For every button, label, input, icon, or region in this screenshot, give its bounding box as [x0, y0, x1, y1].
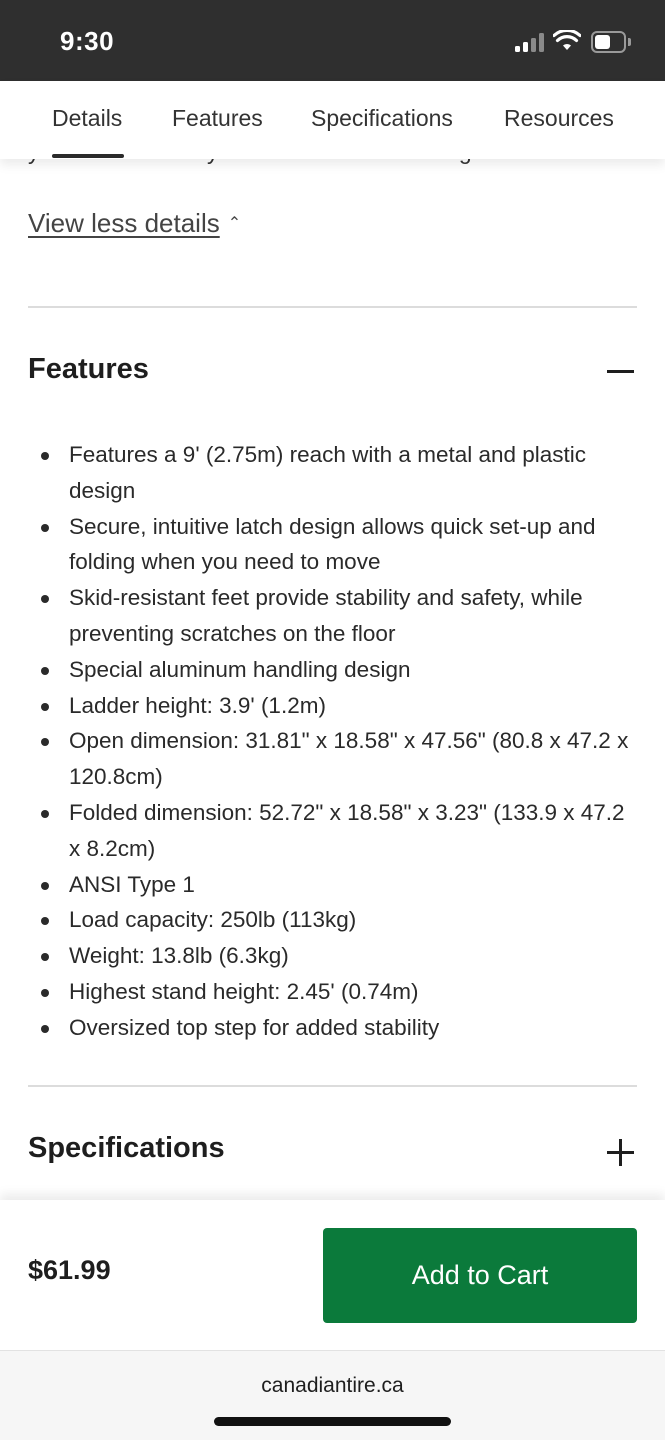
list-item: Special aluminum handling design	[0, 652, 665, 688]
list-item: Ladder height: 3.9' (1.2m)	[0, 688, 665, 724]
list-item: Secure, intuitive latch design allows quick set-up and folding when you need to move	[0, 509, 665, 581]
home-indicator[interactable]	[214, 1417, 451, 1426]
plus-icon[interactable]	[607, 1139, 634, 1166]
url-text[interactable]: canadiantire.ca	[261, 1374, 404, 1397]
tab-features[interactable]: Features	[172, 105, 263, 131]
list-item: Folded dimension: 52.72" x 18.58" x 3.23" (133.9 x 47.2 x 8.2cm)	[0, 795, 665, 867]
status-bar	[0, 0, 665, 81]
view-less-details-link[interactable]	[28, 208, 241, 239]
specifications-section-title[interactable]: Specifications	[28, 1132, 225, 1164]
battery-icon	[591, 31, 631, 53]
status-time: 9:30	[60, 26, 115, 56]
view-less-details-label: View less details	[28, 208, 220, 238]
add-to-cart-button[interactable]: Add to Cart	[323, 1228, 637, 1323]
section-divider	[28, 1085, 637, 1087]
tab-specifications[interactable]: Specifications	[311, 105, 453, 131]
list-item: Load capacity: 250lb (113kg)	[0, 902, 665, 938]
list-item: Open dimension: 31.81" x 18.58" x 47.56" (80.8 x 47.2 x 120.8cm)	[0, 723, 665, 795]
list-item: ANSI Type 1	[0, 867, 665, 903]
list-item: Highest stand height: 2.45' (0.74m)	[0, 974, 665, 1010]
minus-icon[interactable]	[607, 370, 634, 373]
chevron-up-icon: ⌃	[227, 215, 242, 232]
list-item: Features a 9' (2.75m) reach with a metal and plastic design	[0, 437, 665, 509]
product-price: $61.99	[28, 1255, 111, 1285]
features-section-title[interactable]: Features	[28, 353, 149, 385]
section-tab-bar	[0, 81, 665, 159]
section-divider	[28, 306, 637, 308]
list-item: Skid-resistant feet provide stability and safety, while preventing scratches on the floor	[0, 580, 665, 652]
add-to-cart-bar	[0, 1200, 665, 1350]
list-item: Weight: 13.8lb (6.3kg)	[0, 938, 665, 974]
list-item: Oversized top step for added stability	[0, 1010, 665, 1046]
active-tab-indicator	[52, 154, 124, 158]
features-list	[0, 437, 665, 1046]
tab-details[interactable]: Details	[52, 105, 123, 131]
browser-url-bar[interactable]	[0, 1350, 665, 1440]
cellular-signal-icon	[515, 32, 545, 52]
tab-resources[interactable]: Resources	[504, 105, 614, 131]
wifi-icon	[553, 30, 581, 52]
